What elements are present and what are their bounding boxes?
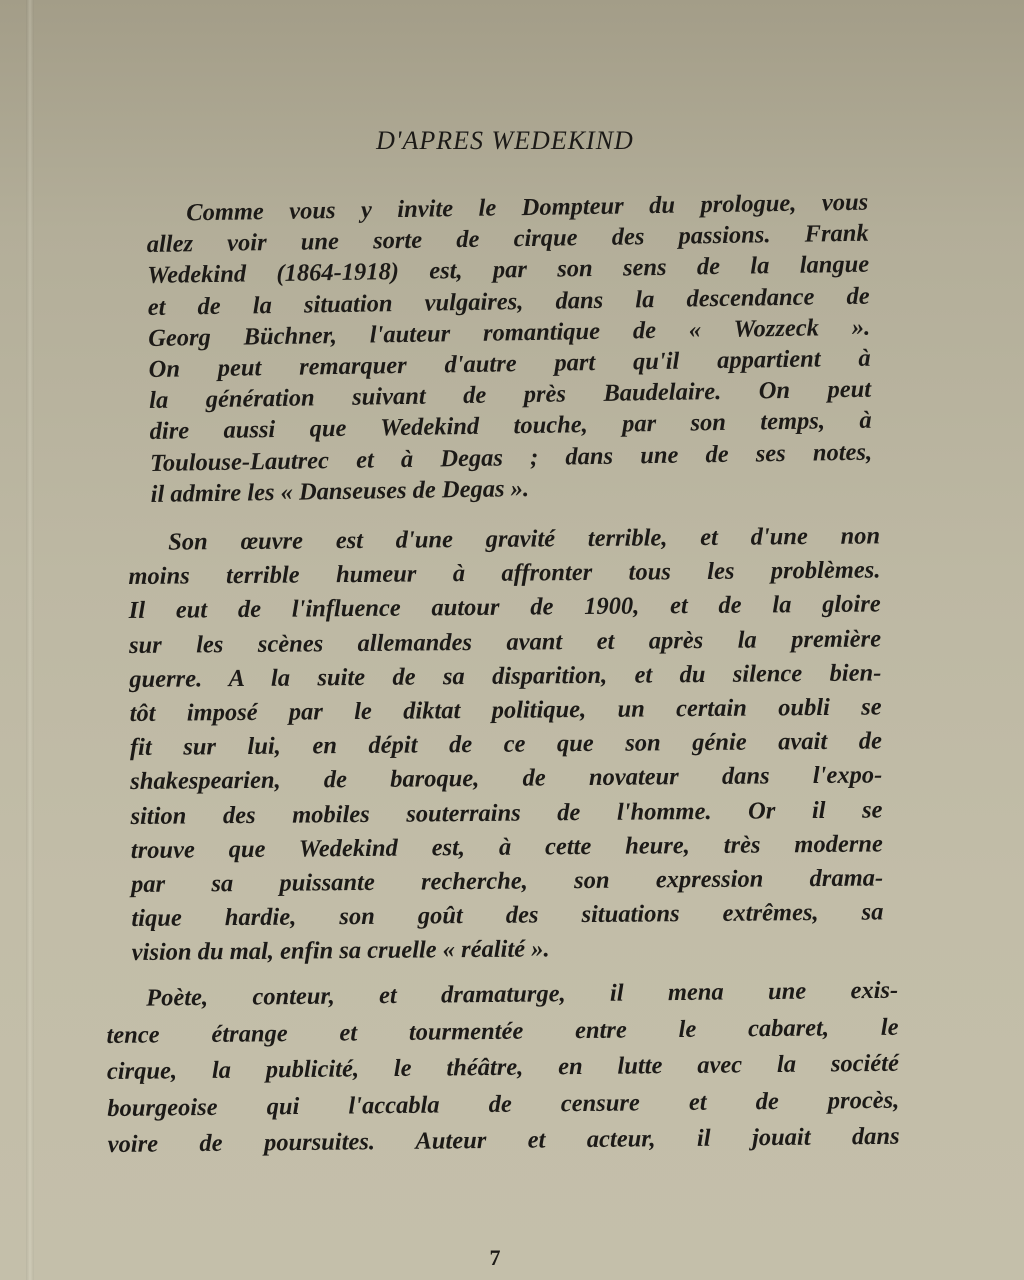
text-line: cirque, la publicité, le théâtre, en lutte avec la société [106,1049,900,1085]
text-line: moins terrible humeur à affronter tous les problèmes. [128,556,881,591]
text-line: tence étrange et tourmentée entre le cabaret, le [106,1013,899,1049]
page-title: D'APRES WEDEKIND [376,126,634,155]
text-line: voire de poursuites. Auteur et acteur, il jouait dans [107,1122,900,1158]
text-line: par sa puissante recherche, son expression drama- [131,864,884,898]
text-line: shakespearien, de baroque, de novateur dans l'expo- [130,761,883,796]
page-number: 7 [489,1245,501,1270]
text-line: Comme vous y invite le Dompteur du prologue, vous [186,188,869,227]
paragraph-2 [128,520,884,971]
text-line: allez voir une sorte de cirque des passions. Frank [146,219,869,259]
text-line: sur les scènes allemandes avant et après la première [128,624,882,659]
text-line: bourgeoise qui l'accabla de censure et de procès, [107,1086,900,1122]
paragraph-3 [106,975,900,1166]
text-line: Il eut de l'influence autour de 1900, et de la gloire [128,590,881,625]
text-line: sition des mobiles souterrains de l'homme. Or il se [130,795,883,830]
page-gutter [26,0,34,1280]
paragraph-1 [146,187,873,510]
text-line: il admire les « Danseuses de Degas ». [150,474,530,508]
text-line: Toulouse-Lautrec et à Degas ; dans une de ses notes, [149,438,873,477]
text-line: Georg Büchner, l'auteur romantique de « Wozzeck ». [147,313,871,352]
text-line: trouve que Wedekind est, à cette heure, très moderne [130,830,883,864]
text-line: Son œuvre est d'une gravité terrible, et d'une non [168,522,881,556]
text-line: guerre. A la suite de sa disparition, et du silence bien- [129,659,882,693]
text-line: la génération suivant de près Baudelaire. On peut [148,375,872,415]
text-line: On peut remarquer d'autre part qu'il appartient à [148,344,871,383]
text-line: vision du mal, enfin sa cruelle « réalité ». [131,935,550,967]
text-line: dire aussi que Wedekind touche, par son temps, à [149,406,872,446]
text-line: et de la situation vulgaires, dans la descendance de [147,282,870,321]
text-line: Poète, conteur, et dramaturge, il mena une exis- [146,976,899,1012]
text-line: fit sur lui, en dépit de ce que son génie avait de [129,727,883,762]
text-line: Wedekind (1864-1918) est, par son sens de la langue [147,251,870,290]
text-line: tique hardie, son goût des situations extrêmes, sa [131,898,884,933]
text-line: tôt imposé par le diktat politique, un certain oubli se [129,693,882,727]
